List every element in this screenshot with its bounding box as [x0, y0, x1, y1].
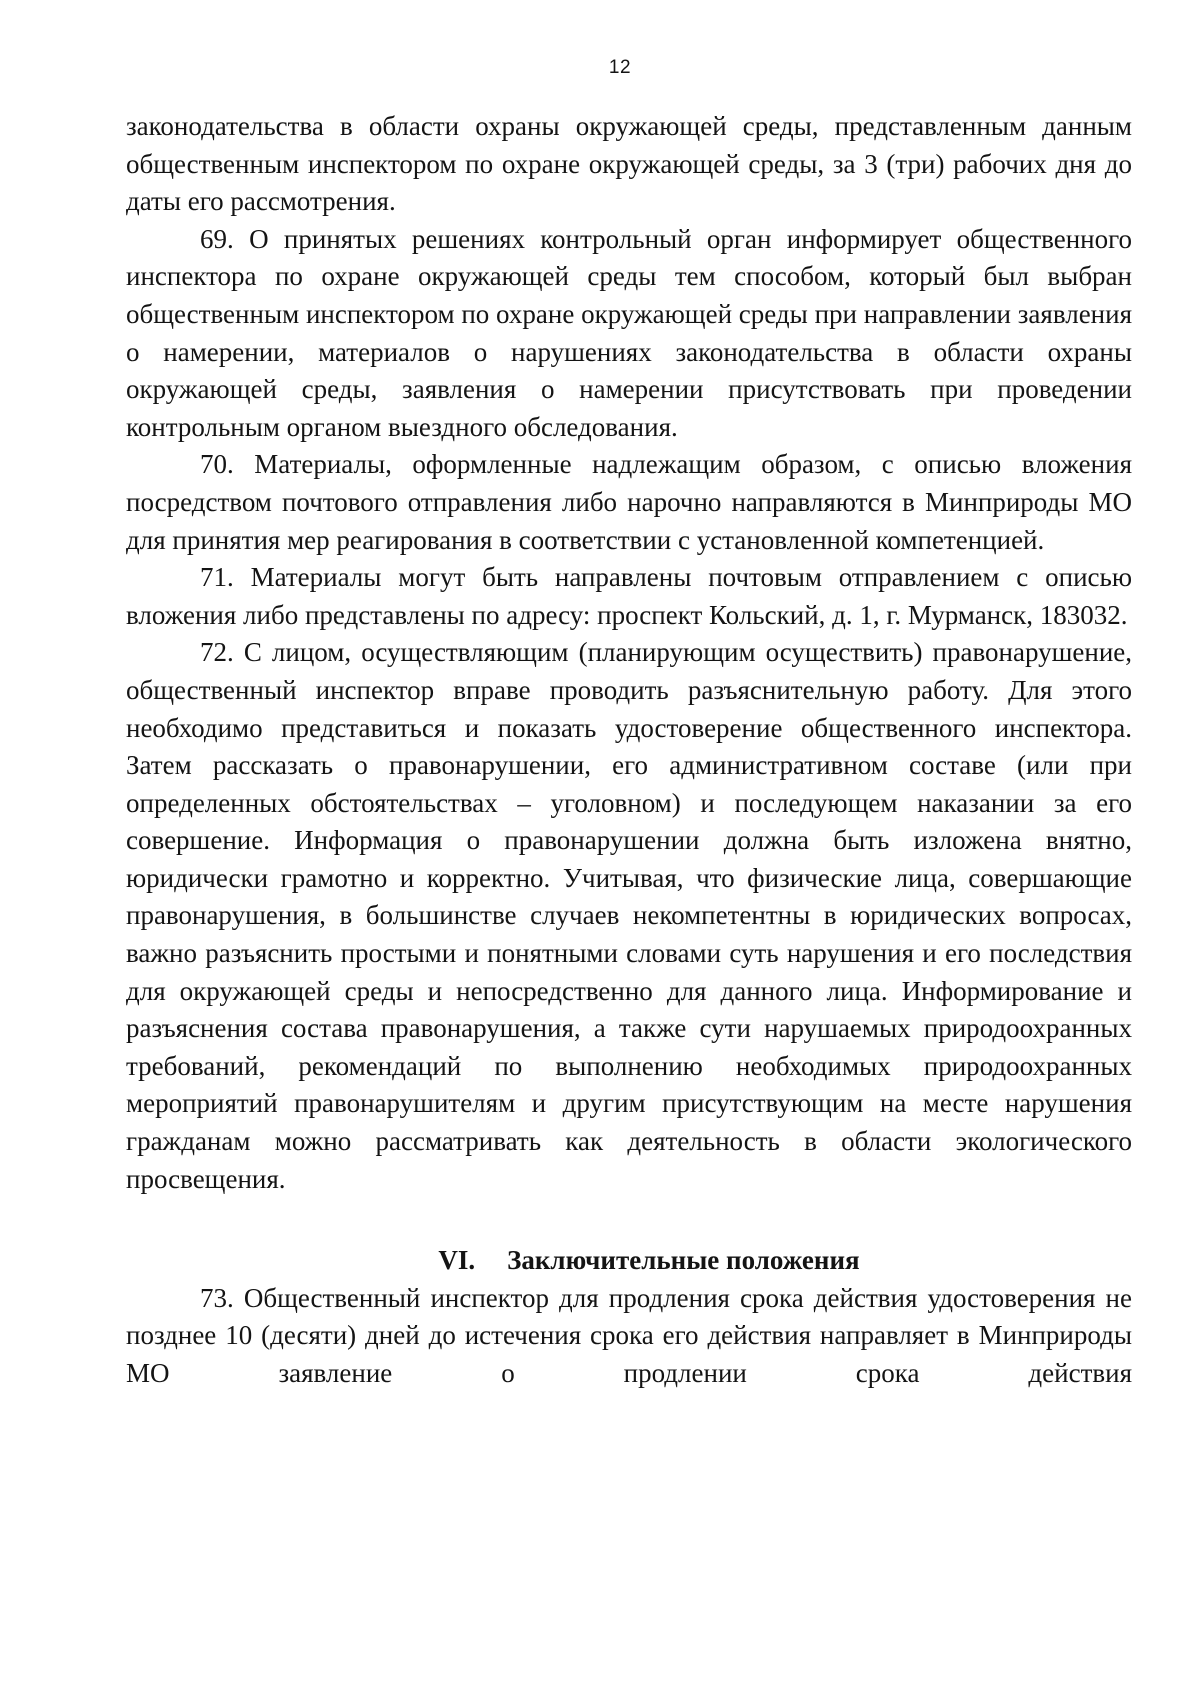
- page-number: 12: [608, 57, 632, 78]
- paragraph-71: 71. Материалы могут быть направлены почтовым отправлением с описью вложения либо представлены по адресу: проспект Кольский, д. 1, г. Мурманск, 183032.: [126, 562, 1132, 630]
- section-title: Заключительные положения: [507, 1245, 860, 1276]
- paragraph-72: 72. С лицом, осуществляющим (планирующим осуществить) правонарушение, общественный инспектор вправе проводить разъяснительную работу. Для этого необходимо представиться и показать удостоверение общественного инспектора. Затем рассказать о правонарушении, его административном составе (или при определенных обстоятельствах – уголовном) и последующем наказании за его совершение. Информация о правонарушении должна быть изложена внятно, юридически грамотно и корректно. Учитывая, что физические лица, совершающие правонарушения, в большинстве случаев некомпетентны в юридических вопросах, важно разъяснить простыми и понятными словами суть нарушения и его последствия для окружающей среды и непосредственно для данного лица. Информирование и разъяснения состава правонарушения, а также сути нарушаемых природоохранных требований, рекомендаций по выполнению необходимых природоохранных мероприятий правонарушителям и другим присутствующим на месте нарушения гражданам можно рассматривать как деятельность в области экологического просвещения.: [126, 637, 1132, 1194]
- paragraph-69: 69. О принятых решениях контрольный орган информирует общественного инспектора по охране окружающей среды тем способом, который был выбран общественным инспектором по охране окружающей среды при направлении заявления о намерении, материалов о нарушениях законодательства в области охраны окружающей среды, заявления о намерении присутствовать при проведении контрольным органом выездного обследования.: [126, 223, 1132, 442]
- paragraph-73: 73. Общественный инспектор для продления срока действия удостоверения не позднее 10 (десяти) дней до истечения срока его действия направляет в Минприроды МО заявление о продлении срока действия: [126, 1282, 1132, 1388]
- section-heading: [126, 1242, 1132, 1280]
- paragraph-continuation: законодательства в области охраны окружающей среды, представленным данным общественным инспектором по охране окружающей среды, за 3 (три) рабочих дня до даты его рассмотрения.: [126, 111, 1132, 217]
- page-body: [126, 108, 1132, 1393]
- section-number: VI.: [438, 1245, 476, 1276]
- paragraph-70: 70. Материалы, оформленные надлежащим образом, с описью вложения посредством почтового отправления либо нарочно направляются в Минприроды МО для принятия мер реагирования в соответствии с установленной компетенцией.: [126, 449, 1132, 555]
